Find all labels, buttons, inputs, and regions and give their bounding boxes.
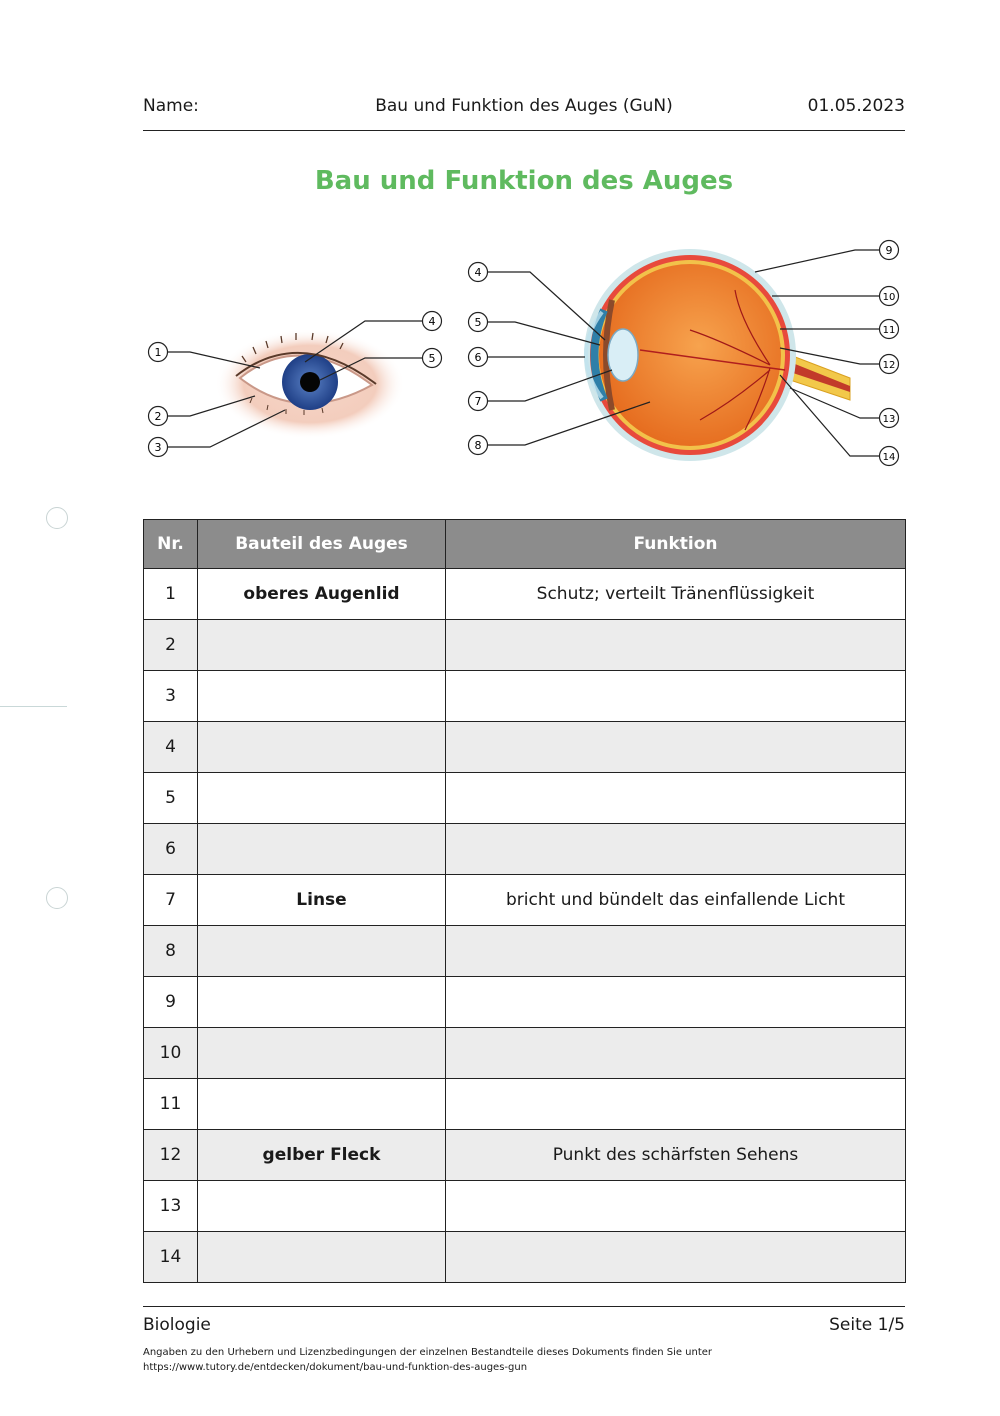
row-nr: 7: [144, 875, 198, 926]
front-eye-illustration: [215, 329, 405, 439]
row-function[interactable]: [446, 977, 906, 1028]
row-function[interactable]: bricht und bündelt das einfallende Licht: [446, 875, 906, 926]
row-function[interactable]: Punkt des schärfsten Sehens: [446, 1130, 906, 1181]
row-part[interactable]: [198, 620, 446, 671]
row-nr: 4: [144, 722, 198, 773]
row-part[interactable]: Linse: [198, 875, 446, 926]
page-footer: [143, 1306, 905, 1373]
section-label-12: [880, 355, 899, 374]
table-row: [144, 1181, 906, 1232]
table-row: [144, 1028, 906, 1079]
svg-text:4: 4: [474, 266, 482, 279]
row-nr: 12: [144, 1130, 198, 1181]
row-part[interactable]: [198, 926, 446, 977]
section-label-6: [469, 348, 488, 367]
section-label-5: [469, 313, 488, 332]
svg-text:1: 1: [154, 346, 162, 359]
svg-text:14: 14: [882, 452, 896, 463]
row-nr: 6: [144, 824, 198, 875]
page-title: Bau und Funktion des Auges: [314, 166, 734, 196]
section-label-7: [469, 392, 488, 411]
svg-text:5: 5: [474, 316, 482, 329]
cross-section-illustration: [584, 249, 850, 461]
table-row: [144, 977, 906, 1028]
svg-text:4: 4: [428, 315, 436, 328]
table-row: [144, 773, 906, 824]
front-label-3: [149, 438, 168, 457]
row-part[interactable]: oberes Augenlid: [198, 569, 446, 620]
header-function: Funktion: [446, 520, 906, 569]
row-nr: 1: [144, 569, 198, 620]
table-row: [144, 1232, 906, 1283]
row-part[interactable]: [198, 671, 446, 722]
row-part[interactable]: gelber Fleck: [198, 1130, 446, 1181]
svg-text:12: 12: [882, 360, 896, 371]
subject-label: Biologie: [143, 1315, 211, 1335]
row-nr: 5: [144, 773, 198, 824]
table-row: [144, 875, 906, 926]
row-function[interactable]: [446, 1232, 906, 1283]
eye-parts-table: [143, 519, 906, 1283]
row-part[interactable]: [198, 824, 446, 875]
front-label-2: [149, 407, 168, 426]
svg-text:7: 7: [474, 395, 482, 408]
document-title: Bau und Funktion des Auges (GuN): [375, 96, 673, 116]
svg-text:6: 6: [474, 351, 482, 364]
row-nr: 2: [144, 620, 198, 671]
row-function[interactable]: [446, 1181, 906, 1232]
license-note: [143, 1345, 843, 1375]
row-nr: 13: [144, 1181, 198, 1232]
svg-text:13: 13: [882, 414, 896, 425]
page-number: Seite 1/5: [829, 1315, 905, 1335]
row-nr: 11: [144, 1079, 198, 1130]
row-function[interactable]: [446, 926, 906, 977]
name-label: Name:: [143, 96, 199, 116]
license-note-line1: Angaben zu den Urhebern und Lizenzbedingungen der einzelnen Bestandteile dieses Dokuments finden Sie unter: [143, 1347, 713, 1358]
page-header: [143, 96, 905, 131]
table-row: [144, 1130, 906, 1181]
svg-text:10: 10: [882, 292, 896, 303]
section-label-13: [880, 409, 899, 428]
row-function[interactable]: Schutz; verteilt Tränenflüssigkeit: [446, 569, 906, 620]
row-function[interactable]: [446, 620, 906, 671]
section-label-4: [469, 263, 488, 282]
fold-mark: [0, 706, 67, 707]
row-part[interactable]: [198, 1181, 446, 1232]
license-url[interactable]: https://www.tutory.de/entdecken/dokument/bau-und-funktion-des-auges-gun: [143, 1362, 528, 1373]
section-label-11: [880, 320, 899, 339]
row-function[interactable]: [446, 671, 906, 722]
row-function[interactable]: [446, 1028, 906, 1079]
header-nr: Nr.: [144, 520, 198, 569]
row-function[interactable]: [446, 824, 906, 875]
front-label-5: [423, 349, 442, 368]
front-label-1: [149, 343, 168, 362]
row-part[interactable]: [198, 722, 446, 773]
row-function[interactable]: [446, 1079, 906, 1130]
row-nr: 14: [144, 1232, 198, 1283]
svg-text:9: 9: [885, 244, 893, 257]
row-part[interactable]: [198, 1079, 446, 1130]
row-part[interactable]: [198, 977, 446, 1028]
svg-text:8: 8: [474, 439, 482, 452]
table-row: [144, 1079, 906, 1130]
eye-diagram: [0, 230, 1000, 480]
row-nr: 9: [144, 977, 198, 1028]
row-part[interactable]: [198, 773, 446, 824]
table-row: [144, 824, 906, 875]
section-label-8: [469, 436, 488, 455]
row-function[interactable]: [446, 722, 906, 773]
svg-text:2: 2: [154, 410, 162, 423]
table-row: [144, 569, 906, 620]
row-nr: 10: [144, 1028, 198, 1079]
row-function[interactable]: [446, 773, 906, 824]
row-part[interactable]: [198, 1028, 446, 1079]
table-row: [144, 722, 906, 773]
table-row: [144, 620, 906, 671]
front-label-4: [423, 312, 442, 331]
punch-hole-bottom: [46, 887, 68, 909]
document-date: 01.05.2023: [807, 96, 905, 116]
row-nr: 3: [144, 671, 198, 722]
table-row: [144, 671, 906, 722]
row-nr: 8: [144, 926, 198, 977]
svg-text:3: 3: [154, 441, 162, 454]
svg-text:11: 11: [882, 325, 896, 336]
table-header-row: [144, 520, 906, 569]
section-label-10: [880, 287, 899, 306]
table-row: [144, 926, 906, 977]
section-label-14: [880, 447, 899, 466]
svg-text:5: 5: [428, 352, 436, 365]
section-label-9: [880, 241, 899, 260]
row-part[interactable]: [198, 1232, 446, 1283]
header-part: Bauteil des Auges: [198, 520, 446, 569]
punch-hole-top: [46, 507, 68, 529]
